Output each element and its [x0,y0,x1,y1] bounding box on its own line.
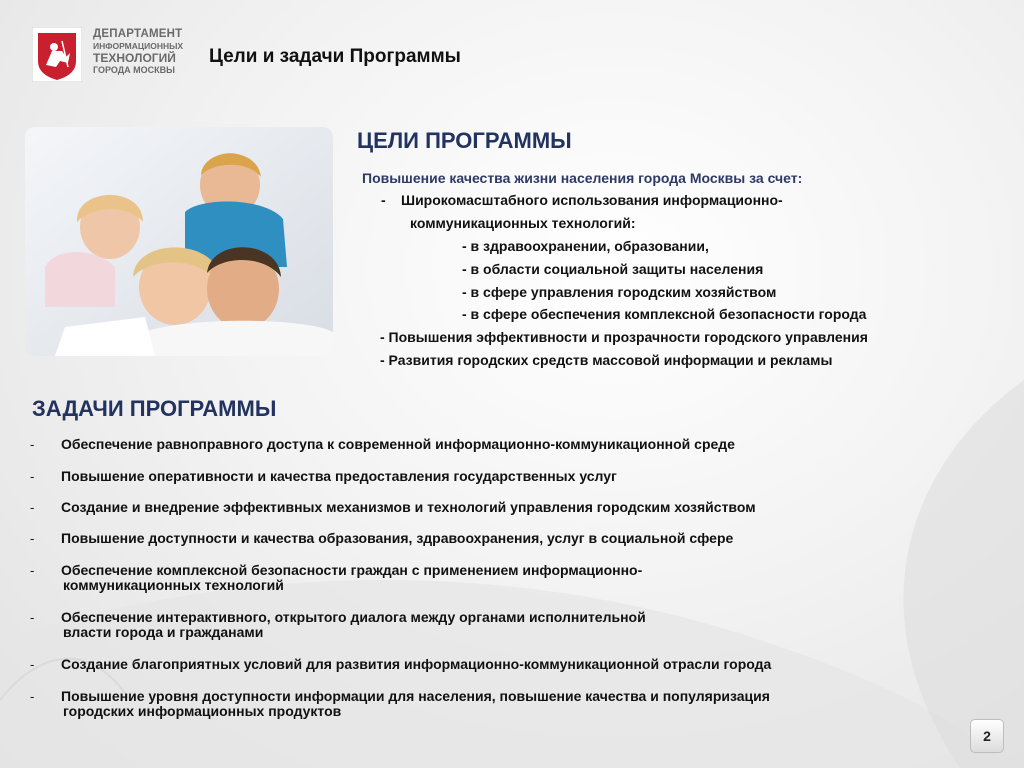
task-item [61,657,961,672]
logo-line: ИНФОРМАЦИОННЫХ [93,41,184,51]
task-dash: - [30,610,35,625]
logo-line: ТЕХНОЛОГИЙ [93,51,176,65]
task-item [61,531,961,546]
task-item [61,500,961,515]
task-item [61,469,961,484]
task-text: Повышение доступности и качества образования, здравоохранения, услуг в социальной сфере [61,530,734,546]
task-item [61,610,961,640]
task-text-continued: власти города и гражданами [63,624,264,640]
goal-line: коммуникационных технологий: [410,215,636,231]
task-text: Повышение оперативности и качества предоставления государственных услуг [61,468,617,484]
task-item [61,563,961,593]
goal-subline: - в области социальной защиты населения [462,261,764,277]
task-text: Создание и внедрение эффективных механизмов и технологий управления городским хозяйством [61,499,756,515]
task-text: Обеспечение равноправного доступа к современной информационно-коммуникационной среде [61,436,735,452]
task-dash: - [30,657,35,672]
task-text: Обеспечение интерактивного, открытого диалога между органами исполнительной [61,609,646,625]
task-text: Обеспечение комплексной безопасности граждан с применением информационно- [61,562,643,578]
goals-intro: Повышение качества жизни населения города Москвы за счет: [362,170,803,186]
task-dash: - [30,437,35,452]
goal-line: - Развития городских средств массовой информации и рекламы [380,352,833,368]
goal-line: - Повышения эффективности и прозрачности городского управления [380,329,868,345]
goal-dash: - [381,192,386,208]
task-text-continued: коммуникационных технологий [63,577,284,593]
page-title: Цели и задачи Программы [209,46,461,67]
page-number: 2 [970,719,1004,753]
goal-subline: - в сфере обеспечения комплексной безопасности города [462,306,867,322]
task-text: Повышение уровня доступности информации для населения, повышение качества и популяризация [61,688,770,704]
task-text-continued: городских информационных продуктов [63,703,342,719]
task-item [61,437,961,452]
task-dash: - [30,500,35,515]
task-item [61,689,961,719]
goals-heading: ЦЕЛИ ПРОГРАММЫ [357,128,572,153]
goal-line: Широкомасштабного использования информационно- [401,192,783,208]
logo-line: ГОРОДА МОСКВЫ [93,65,175,75]
task-dash: - [30,563,35,578]
task-dash: - [30,531,35,546]
goal-subline: - в сфере управления городским хозяйством [462,284,777,300]
logo-line: ДЕПАРТАМЕНТ [93,28,183,40]
family-photo [25,127,333,356]
task-dash: - [30,689,35,704]
goal-subline: - в здравоохранении, образовании, [462,238,709,254]
tasks-heading: ЗАДАЧИ ПРОГРАММЫ [32,396,277,421]
task-dash: - [30,469,35,484]
moscow-coat-of-arms-logo [32,27,82,82]
department-logo-text [93,28,193,76]
task-text: Создание благоприятных условий для развития информационно-коммуникационной отрасли города [61,656,772,672]
